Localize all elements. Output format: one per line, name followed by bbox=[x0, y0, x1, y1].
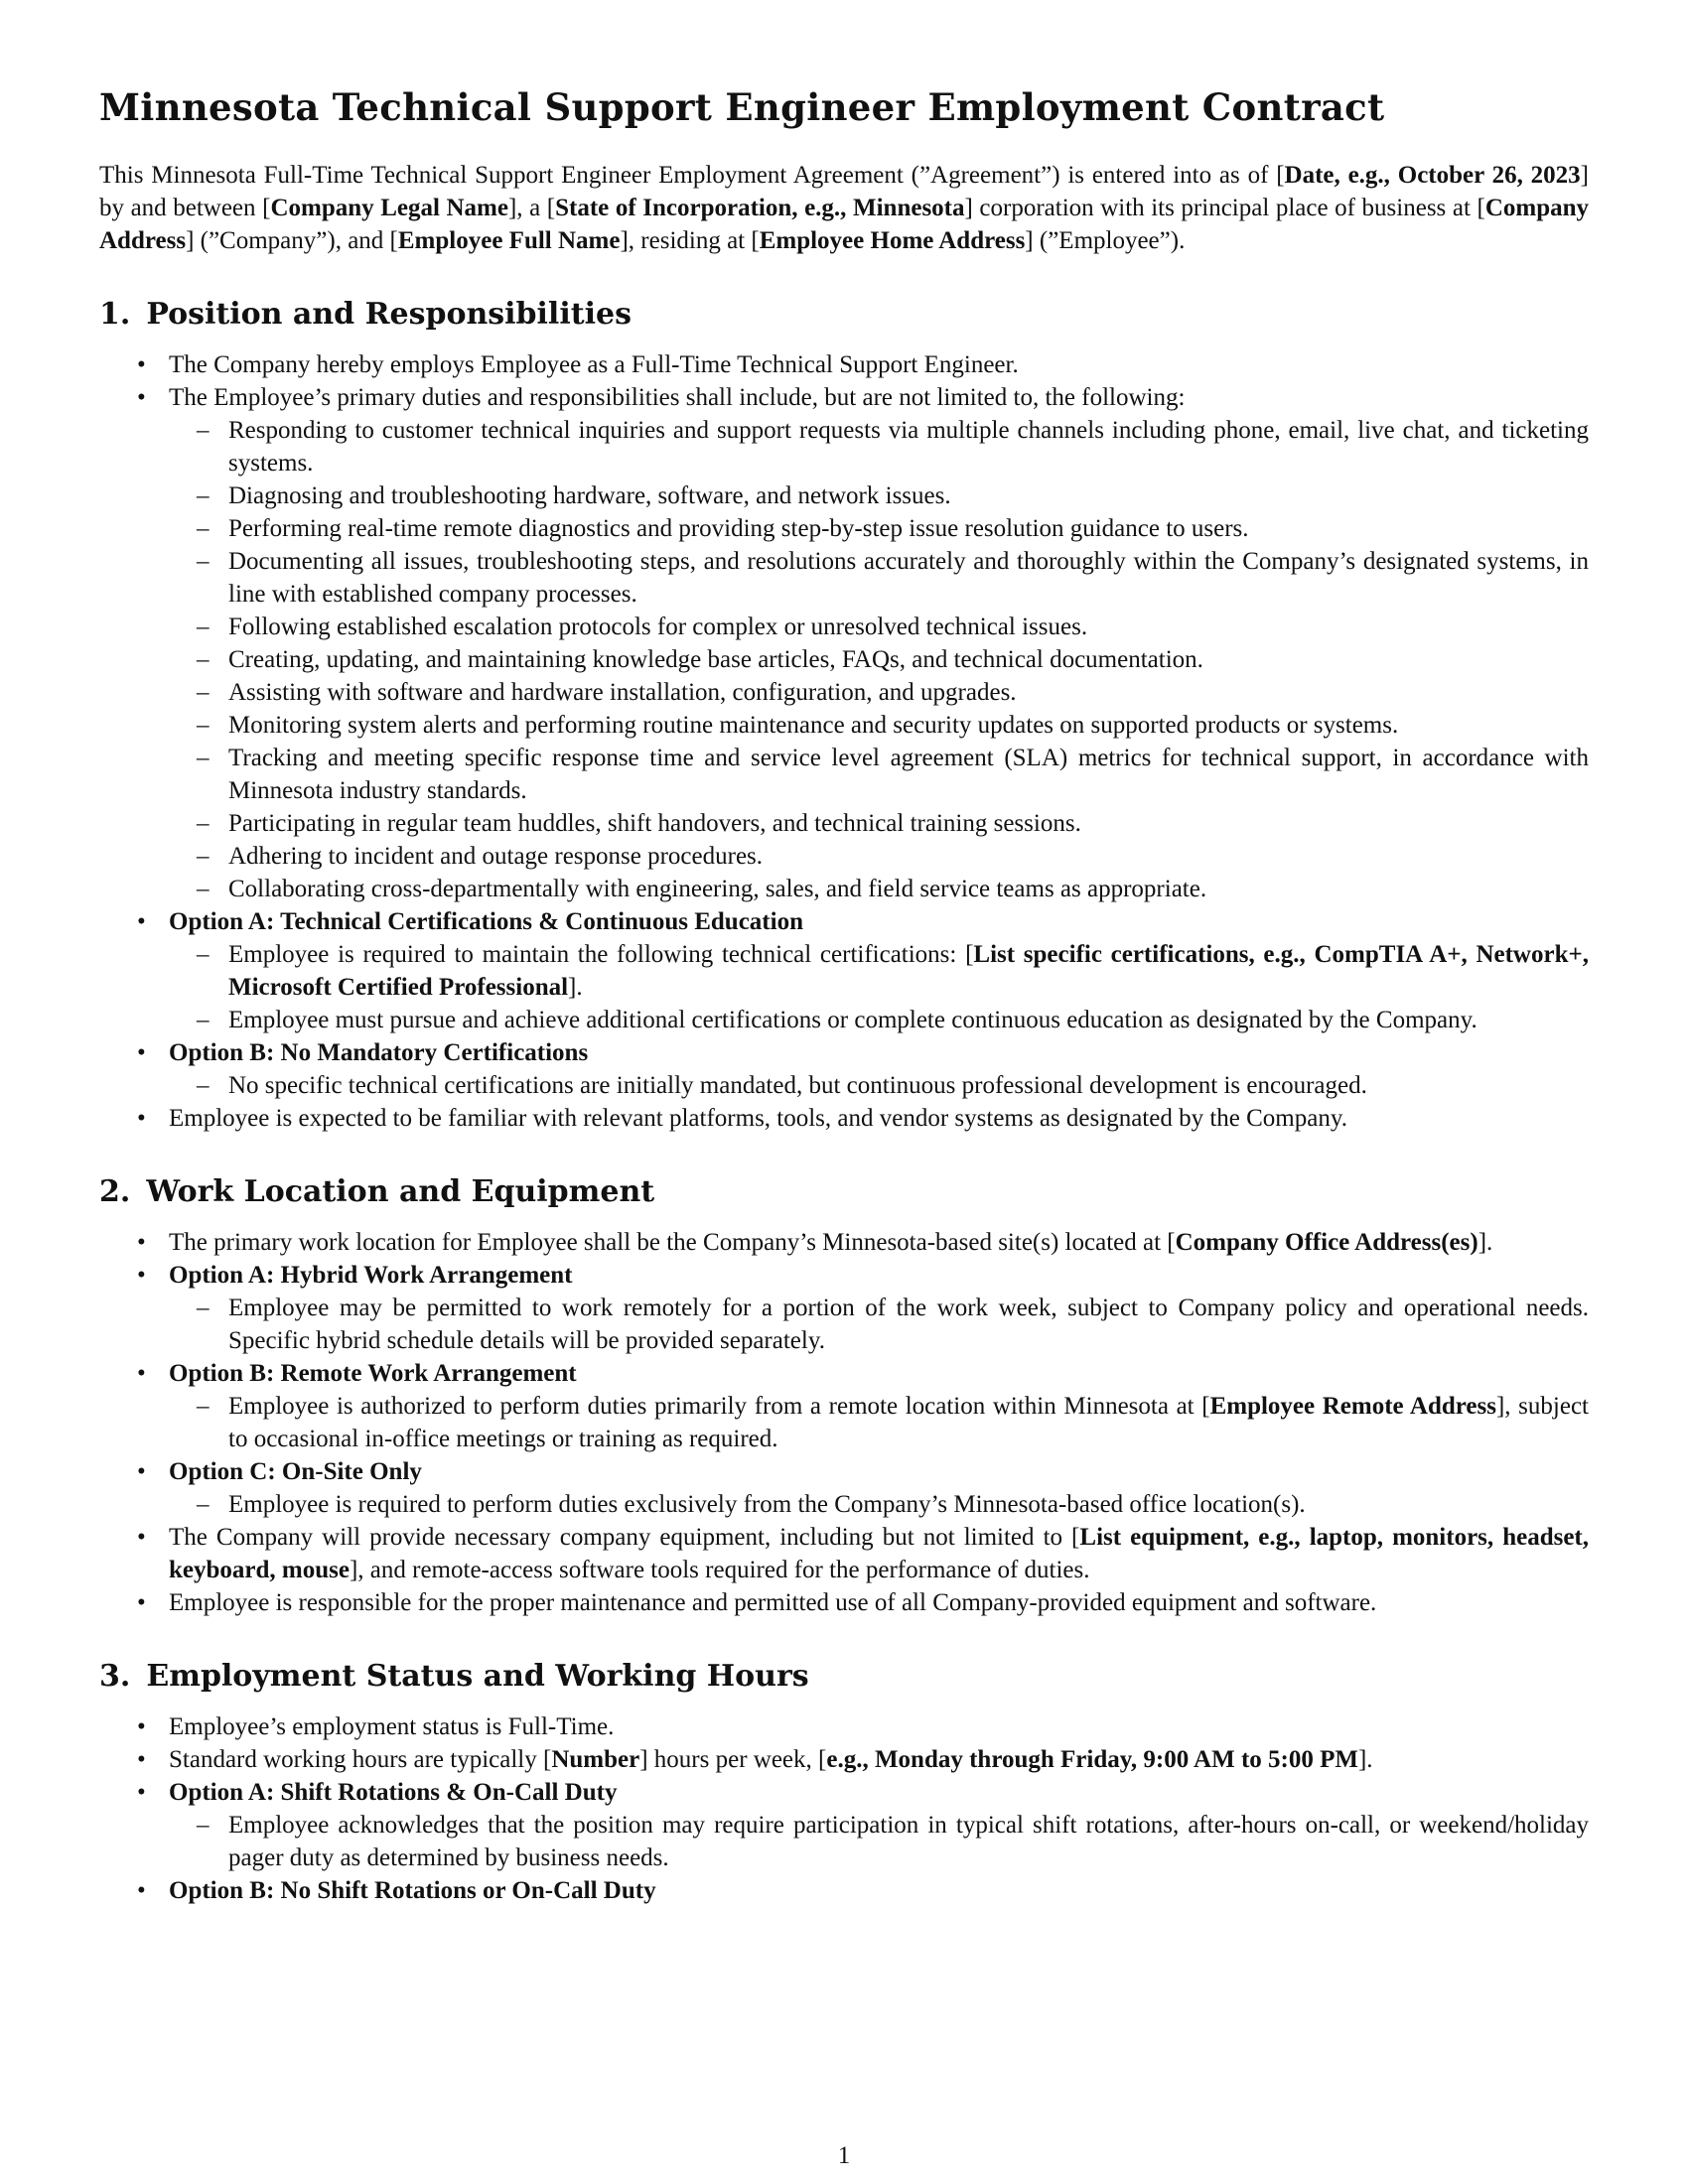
bullet-icon: • bbox=[137, 1589, 146, 1617]
list-item-text: Employee is required to maintain the following technical certifications: [ bbox=[228, 941, 974, 969]
list-item bbox=[99, 1036, 1589, 1102]
document-page bbox=[99, 85, 1589, 1907]
duty-text: Creating, updating, and maintaining knowledge base articles, FAQs, and technical documentation. bbox=[228, 646, 1203, 674]
sub-list-item bbox=[169, 938, 1589, 1004]
section-heading-position bbox=[99, 297, 1589, 333]
dash-icon: – bbox=[197, 876, 210, 903]
list-item-text: ]. bbox=[568, 974, 583, 1002]
list-item bbox=[99, 1226, 1589, 1259]
section-heading-work-location bbox=[99, 1174, 1589, 1210]
list-item-text: No specific technical certifications are initially mandated, but continuous professional development is encouraged. bbox=[228, 1072, 1367, 1100]
intro-text: This Minnesota Full-Time Technical Support Engineer Employment Agreement (”Agreement”) is entered into as of [ bbox=[99, 162, 1285, 190]
intro-text: ] (”Company”), and [ bbox=[186, 227, 398, 255]
placeholder-company-address: Company Address bbox=[99, 195, 1589, 255]
placeholder-equipment: List equipment, e.g., laptop, monitors, headset, keyboard, mouse bbox=[169, 1524, 1589, 1584]
list-item-text: Employee’s employment status is Full-Time. bbox=[169, 1713, 615, 1741]
duty-item bbox=[169, 742, 1589, 807]
list-item-text: Employee may be permitted to work remotely for a portion of the work week, subject to Company policy and operational needs. Specific hybrid schedule details will be provided separately. bbox=[228, 1295, 1589, 1355]
dash-icon: – bbox=[197, 614, 210, 641]
list-item bbox=[99, 1586, 1589, 1619]
option-heading: Option A: Shift Rotations & On-Call Duty bbox=[169, 1779, 618, 1807]
duty-item bbox=[169, 840, 1589, 873]
list-item-text: ] hours per week, [ bbox=[639, 1746, 827, 1774]
placeholder-remote-address: Employee Remote Address bbox=[1209, 1393, 1496, 1421]
bullet-icon: • bbox=[137, 1105, 146, 1133]
duty-text: Diagnosing and troubleshooting hardware, software, and network issues. bbox=[228, 482, 951, 510]
list-item bbox=[99, 1710, 1589, 1743]
dash-icon: – bbox=[197, 941, 210, 969]
duty-text: Monitoring system alerts and performing routine maintenance and security updates on supported products or systems. bbox=[228, 712, 1399, 740]
sub-list-item bbox=[169, 1004, 1589, 1036]
duty-text: Following established escalation protocols for complex or unresolved technical issues. bbox=[228, 614, 1088, 641]
sub-list bbox=[169, 1809, 1589, 1874]
dash-icon: – bbox=[197, 482, 210, 510]
section-heading-employment-status bbox=[99, 1659, 1589, 1695]
list-item bbox=[99, 381, 1589, 905]
bullet-icon: • bbox=[137, 1713, 146, 1741]
sub-list-item bbox=[169, 1488, 1589, 1521]
placeholder-schedule: e.g., Monday through Friday, 9:00 AM to 5:00 PM bbox=[826, 1746, 1358, 1774]
sub-list-item bbox=[169, 1292, 1589, 1357]
list-item-text: Employee is authorized to perform duties primarily from a remote location within Minnesota at [ bbox=[228, 1393, 1210, 1421]
section-number: 3. bbox=[99, 1659, 131, 1695]
bullet-icon: • bbox=[137, 1877, 146, 1905]
list-item-text: The Employee’s primary duties and responsibilities shall include, but are not limited to, the following: bbox=[169, 384, 1186, 412]
list-item bbox=[99, 1357, 1589, 1455]
bullet-icon: • bbox=[137, 1458, 146, 1486]
dash-icon: – bbox=[197, 843, 210, 871]
intro-text: ] (”Employee”). bbox=[1025, 227, 1186, 255]
sub-list-item bbox=[169, 1809, 1589, 1874]
dash-icon: – bbox=[197, 810, 210, 838]
bullet-icon: • bbox=[137, 1746, 146, 1774]
bullet-icon: • bbox=[137, 1229, 146, 1257]
section-number: 1. bbox=[99, 297, 131, 333]
list-item-text: Employee is required to perform duties exclusively from the Company’s Minnesota-based office location(s). bbox=[228, 1491, 1306, 1519]
dash-icon: – bbox=[197, 417, 210, 445]
list-item-text: ], subject to occasional in-office meetings or training as required. bbox=[228, 1393, 1589, 1453]
duty-text: Performing real-time remote diagnostics and providing step-by-step issue resolution guidance to users. bbox=[228, 515, 1249, 543]
bullet-icon: • bbox=[137, 1524, 146, 1552]
duty-item bbox=[169, 611, 1589, 643]
duty-item bbox=[169, 545, 1589, 611]
list-item-text: The primary work location for Employee shall be the Company’s Minnesota-based site(s) located at [ bbox=[169, 1229, 1176, 1257]
option-heading: Option C: On-Site Only bbox=[169, 1458, 422, 1486]
duty-item bbox=[169, 512, 1589, 545]
duties-list bbox=[169, 414, 1589, 905]
bullet-icon: • bbox=[137, 1039, 146, 1067]
intro-text: ], residing at [ bbox=[620, 227, 760, 255]
list-item bbox=[99, 1521, 1589, 1586]
option-heading: Option B: No Mandatory Certifications bbox=[169, 1039, 589, 1067]
bullet-icon: • bbox=[137, 908, 146, 936]
bullet-icon: • bbox=[137, 1360, 146, 1388]
list-item-text: ]. bbox=[1357, 1746, 1373, 1774]
dash-icon: – bbox=[197, 679, 210, 707]
dash-icon: – bbox=[197, 1393, 210, 1421]
dash-icon: – bbox=[197, 745, 210, 772]
option-heading: Option B: No Shift Rotations or On-Call Duty bbox=[169, 1877, 656, 1905]
dash-icon: – bbox=[197, 515, 210, 543]
list-item bbox=[99, 1102, 1589, 1135]
section-title: Work Location and Equipment bbox=[146, 1174, 655, 1210]
sub-list bbox=[169, 938, 1589, 1036]
duty-item bbox=[169, 643, 1589, 676]
list-item bbox=[99, 1259, 1589, 1357]
duty-item bbox=[169, 676, 1589, 709]
bullet-icon: • bbox=[137, 1262, 146, 1290]
intro-text: ] corporation with its principal place of business at [ bbox=[964, 195, 1485, 222]
sub-list-item bbox=[169, 1069, 1589, 1102]
placeholder-company-name: Company Legal Name bbox=[270, 195, 508, 222]
list-item bbox=[99, 1776, 1589, 1874]
dash-icon: – bbox=[197, 1295, 210, 1322]
placeholder-date: Date, e.g., October 26, 2023 bbox=[1284, 162, 1581, 190]
option-heading: Option B: Remote Work Arrangement bbox=[169, 1360, 577, 1388]
list-item-text: ]. bbox=[1477, 1229, 1493, 1257]
duty-item bbox=[169, 873, 1589, 905]
list-item-text: The Company will provide necessary company equipment, including but not limited to [ bbox=[169, 1524, 1080, 1552]
dash-icon: – bbox=[197, 1072, 210, 1100]
page-number: 1 bbox=[837, 2142, 851, 2169]
placeholder-employee-address: Employee Home Address bbox=[759, 227, 1026, 255]
list-item bbox=[99, 905, 1589, 1036]
sub-list bbox=[169, 1390, 1589, 1455]
duty-text: Assisting with software and hardware installation, configuration, and upgrades. bbox=[228, 679, 1017, 707]
dash-icon: – bbox=[197, 1812, 210, 1840]
duty-text: Participating in regular team huddles, shift handovers, and technical training sessions. bbox=[228, 810, 1081, 838]
section-number: 2. bbox=[99, 1174, 131, 1210]
duty-text: Tracking and meeting specific response time and service level agreement (SLA) metrics for technical support, in accordance with Minnesota industry standards. bbox=[228, 745, 1589, 805]
list-item bbox=[99, 1455, 1589, 1521]
section-title: Position and Responsibilities bbox=[146, 297, 632, 333]
dash-icon: – bbox=[197, 712, 210, 740]
intro-text: ] by and between [ bbox=[99, 162, 1589, 222]
placeholder-office-address: Company Office Address(es) bbox=[1175, 1229, 1478, 1257]
section-title: Employment Status and Working Hours bbox=[146, 1659, 809, 1695]
list-item-text: Employee is responsible for the proper maintenance and permitted use of all Company-provided equipment and software. bbox=[169, 1589, 1377, 1617]
duty-text: Collaborating cross-departmentally with engineering, sales, and field service teams as appropriate. bbox=[228, 876, 1207, 903]
list-item bbox=[99, 348, 1589, 381]
intro-text: ], a [ bbox=[507, 195, 556, 222]
list-item-text: Employee acknowledges that the position may require participation in typical shift rotations, after-hours on-call, or weekend/holiday pager duty as determined by business needs. bbox=[228, 1812, 1589, 1872]
placeholder-hours-number: Number bbox=[551, 1746, 640, 1774]
placeholder-certifications: List specific certifications, e.g., CompTIA A+, Network+, Microsoft Certified Professional bbox=[228, 941, 1589, 1002]
dash-icon: – bbox=[197, 548, 210, 576]
list-item-text: Employee is expected to be familiar with relevant platforms, tools, and vendor systems as designated by the Company. bbox=[169, 1105, 1347, 1133]
sub-list bbox=[169, 1488, 1589, 1521]
list-item-text: Employee must pursue and achieve additional certifications or complete continuous education as designated by the Company. bbox=[228, 1007, 1477, 1034]
sub-list-item bbox=[169, 1390, 1589, 1455]
duty-item bbox=[169, 807, 1589, 840]
sub-list bbox=[169, 1292, 1589, 1357]
duty-text: Documenting all issues, troubleshooting steps, and resolutions accurately and thoroughly within the Company’s designated systems, in line with established company processes. bbox=[228, 548, 1589, 609]
duty-item bbox=[169, 479, 1589, 512]
bullet-icon: • bbox=[137, 1779, 146, 1807]
duty-item bbox=[169, 709, 1589, 742]
list-item bbox=[99, 1874, 1589, 1907]
list-item-text: ], and remote-access software tools required for the performance of duties. bbox=[349, 1557, 1090, 1584]
section-1-list bbox=[99, 348, 1589, 1135]
placeholder-employee-name: Employee Full Name bbox=[397, 227, 621, 255]
document-title: Minnesota Technical Support Engineer Employment Contract bbox=[99, 85, 1385, 129]
dash-icon: – bbox=[197, 1491, 210, 1519]
section-3-list bbox=[99, 1710, 1589, 1907]
list-item bbox=[99, 1743, 1589, 1776]
sub-list bbox=[169, 1069, 1589, 1102]
list-item-text: The Company hereby employs Employee as a Full-Time Technical Support Engineer. bbox=[169, 351, 1019, 379]
bullet-icon: • bbox=[137, 351, 146, 379]
list-item-text: Standard working hours are typically [ bbox=[169, 1746, 552, 1774]
bullet-icon: • bbox=[137, 384, 146, 412]
placeholder-state: State of Incorporation, e.g., Minnesota bbox=[555, 195, 965, 222]
duty-item bbox=[169, 414, 1589, 479]
section-2-list bbox=[99, 1226, 1589, 1619]
dash-icon: – bbox=[197, 646, 210, 674]
duty-text: Adhering to incident and outage response procedures. bbox=[228, 843, 764, 871]
option-heading: Option A: Technical Certifications & Continuous Education bbox=[169, 908, 803, 936]
duty-text: Responding to customer technical inquiries and support requests via multiple channels including phone, email, live chat, and ticketing systems. bbox=[228, 417, 1589, 478]
option-heading: Option A: Hybrid Work Arrangement bbox=[169, 1262, 573, 1290]
dash-icon: – bbox=[197, 1007, 210, 1034]
intro-paragraph bbox=[99, 159, 1589, 257]
